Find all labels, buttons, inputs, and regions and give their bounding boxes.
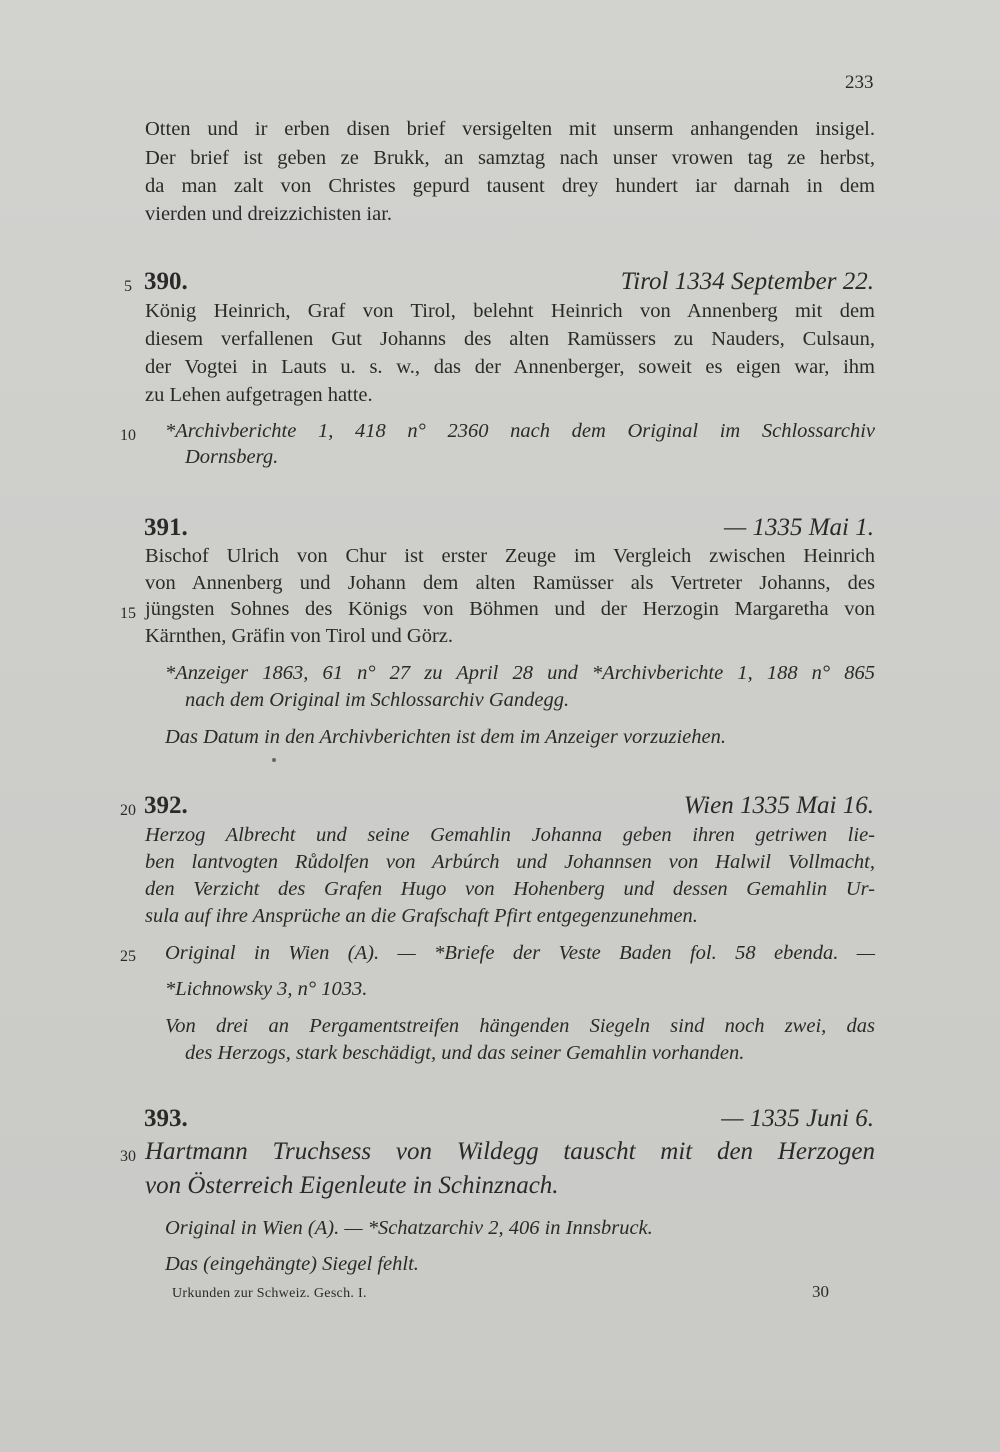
entry-text-line: Bischof Ulrich von Chur ist erster Zeuge im Vergleich zwischen Heinrich [145, 545, 875, 567]
entry-number: 392. [144, 792, 188, 819]
entry-date: — 1335 Mai 1. [724, 514, 874, 541]
line-number: 10 [120, 427, 136, 444]
entry-source-line: *Archivberichte 1, 418 n° 2360 nach dem Original im Schlossarchiv [165, 420, 875, 442]
entry-number: 393. [144, 1105, 188, 1132]
line-number: 25 [120, 948, 136, 965]
intro-line: vierden und dreizzichisten iar. [145, 203, 393, 225]
line-number: 20 [120, 802, 136, 819]
entry-date: Tirol 1334 September 22. [620, 268, 874, 295]
entry-source-line: *Anzeiger 1863, 61 n° 27 zu April 28 und *Archivberichte 1, 188 n° 865 [165, 662, 875, 684]
entry-text-line: zu Lehen aufgetragen hatte. [145, 384, 373, 406]
entry-text-line: ben lantvogten Růdolfen von Arbúrch und Johannsen von Halwil Vollmacht, [145, 851, 875, 873]
entry-text-line: jüngsten Sohnes des Königs von Böhmen und der Herzogin Margaretha von [145, 598, 875, 620]
entry-text-line: von Annenberg und Johann dem alten Ramüsser als Vertreter Johanns, des [145, 572, 875, 594]
entry-source-line: *Lichnowsky 3, n° 1033. [165, 978, 368, 1000]
entry-source-line: nach dem Original im Schlossarchiv Gandegg. [185, 689, 570, 711]
line-number: 15 [120, 605, 136, 622]
line-number: 5 [124, 278, 132, 295]
entry-text-line: den Verzicht des Grafen Hugo von Hohenberg und dessen Gemahlin Ur- [145, 878, 875, 900]
footer-title: Urkunden zur Schweiz. Gesch. I. [172, 1286, 367, 1301]
entry-text-line: diesem verfallenen Gut Johanns des alten Ramüssers zu Nauders, Culsaun, [145, 328, 875, 350]
entry-source-line: Original in Wien (A). — *Briefe der Veste Baden fol. 58 ebenda. — [165, 942, 875, 964]
entry-text-line: der Vogtei in Lauts u. s. w., das der Annenberger, soweit es eigen war, ihm [145, 356, 875, 378]
entry-number: 391. [144, 514, 188, 541]
signature-mark: 30 [812, 1282, 829, 1301]
page-number: 233 [845, 72, 874, 93]
entry-text-line: Kärnthen, Gräfin von Tirol und Görz. [145, 625, 454, 647]
entry-note-line: des Herzogs, stark beschädigt, und das seiner Gemahlin vorhanden. [185, 1042, 745, 1064]
entry-text-line: König Heinrich, Graf von Tirol, belehnt Heinrich von Annenberg mit dem [145, 300, 875, 322]
intro-line: Otten und ir erben disen brief versigelten mit unserm anhangenden insigel. [145, 118, 875, 140]
entry-date: — 1335 Juni 6. [721, 1105, 874, 1132]
entry-note-line: Das Datum in den Archivberichten ist dem im Anzeiger vorzuziehen. [165, 726, 727, 748]
entry-note-line: Das (eingehängte) Siegel fehlt. [165, 1253, 419, 1275]
entry-text-line: von Österreich Eigenleute in Schinznach. [145, 1172, 559, 1199]
entry-note-line: Von drei an Pergamentstreifen hängenden Siegeln sind noch zwei, das [165, 1015, 875, 1037]
ink-speck [272, 758, 276, 762]
entry-source-line: Original in Wien (A). — *Schatzarchiv 2, 406 in Innsbruck. [165, 1217, 653, 1239]
entry-text-line: sula auf ihre Ansprüche an die Grafschaft Pfirt entgegenzunehmen. [145, 905, 698, 927]
entry-date: Wien 1335 Mai 16. [683, 792, 874, 819]
entry-text-line: Herzog Albrecht und seine Gemahlin Johanna geben ihren getriwen lie- [145, 824, 875, 846]
intro-line: da man zalt von Christes gepurd tausent drey hundert iar darnah in dem [145, 175, 875, 197]
entry-number: 390. [144, 268, 188, 295]
intro-line: Der brief ist geben ze Brukk, an samztag nach unser vrowen tag ze herbst, [145, 147, 875, 169]
line-number: 30 [120, 1148, 136, 1165]
entry-source-line: Dornsberg. [185, 446, 279, 468]
entry-text-line: Hartmann Truchsess von Wildegg tauscht mit den Herzogen [145, 1138, 875, 1165]
